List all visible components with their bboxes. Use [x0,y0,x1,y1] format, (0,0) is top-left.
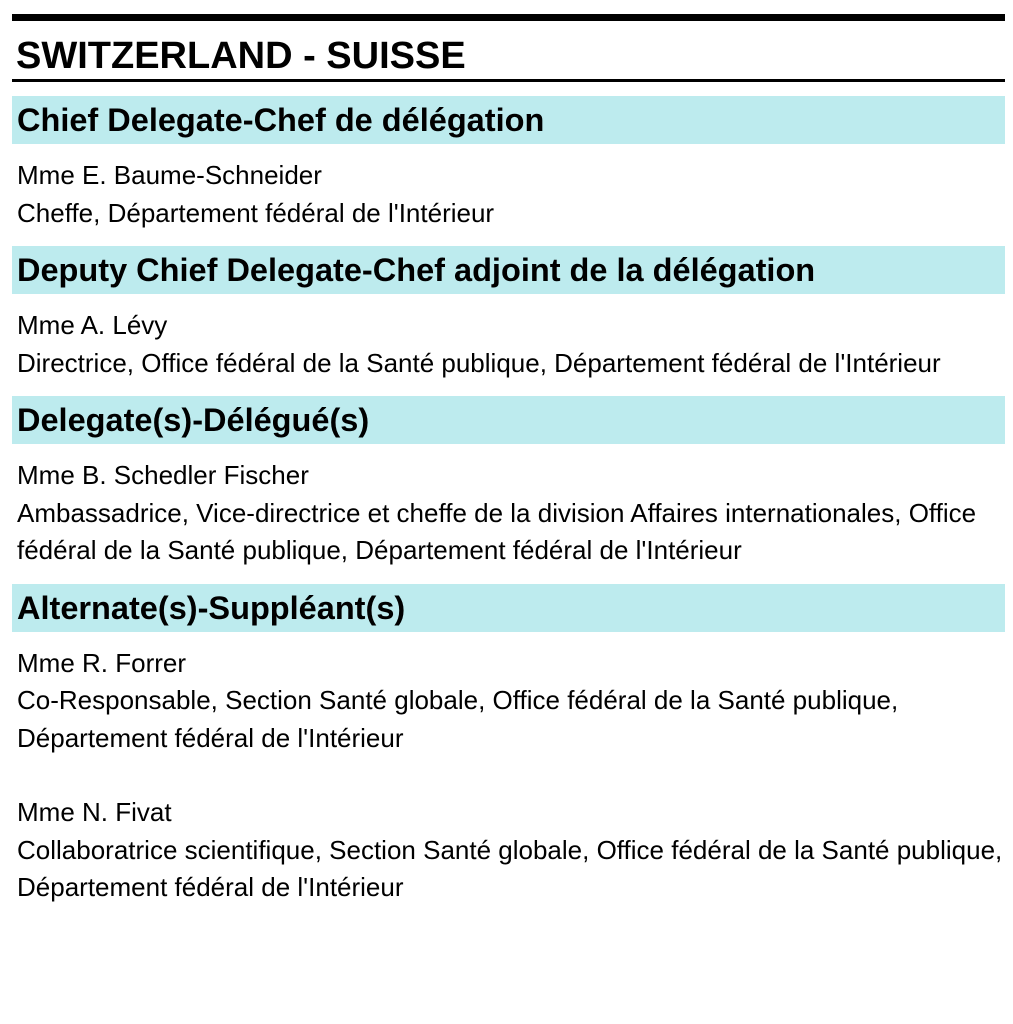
member-title: Ambassadrice, Vice-directrice et cheffe de la division Affaires internationales, Office fédéral de la Santé publique, Département fédéral de l'Intérieur [17,497,977,565]
member-entry [17,307,1005,382]
section-heading: Chief Delegate-Chef de délégation [12,96,1005,144]
member-title: Co-Responsable, Section Santé globale, Office fédéral de la Santé publique, Département fédéral de l'Intérieur [17,685,899,753]
member-name: Mme N. Fivat [17,797,172,827]
member-name: Mme E. Baume-Schneider [17,160,322,190]
title-rule [12,79,1005,82]
member-entry [17,645,1005,758]
country-title: SWITZERLAND - SUISSE [16,35,466,77]
section-heading: Deputy Chief Delegate-Chef adjoint de la délégation [12,246,1005,294]
member-list [12,144,1005,232]
member-name: Mme B. Schedler Fischer [17,460,309,490]
member-title: Cheffe, Département fédéral de l'Intérieur [17,197,495,228]
member-entry [17,157,1005,232]
member-name: Mme A. Lévy [17,310,168,340]
member-list [12,444,1005,570]
member-entry [17,457,1005,570]
section-heading: Alternate(s)-Suppléant(s) [12,584,1005,632]
section-heading: Delegate(s)-Délégué(s) [12,396,1005,444]
delegation-page [12,14,1005,907]
section-delegates [12,396,1005,570]
member-name: Mme R. Forrer [17,647,186,678]
member-title: Directrice, Office fédéral de la Santé publique, Département fédéral de l'Intérieur [17,347,941,378]
member-list [12,632,1005,907]
section-deputy-chief-delegate [12,246,1005,382]
section-alternates [12,584,1005,907]
section-chief-delegate [12,96,1005,232]
member-list [12,294,1005,382]
member-title: Collaboratrice scientifique, Section Santé globale, Office fédéral de la Santé publique, Département fédéral de l'Intérieur [17,834,1003,902]
top-rule [12,14,1005,21]
member-entry [17,794,1005,907]
